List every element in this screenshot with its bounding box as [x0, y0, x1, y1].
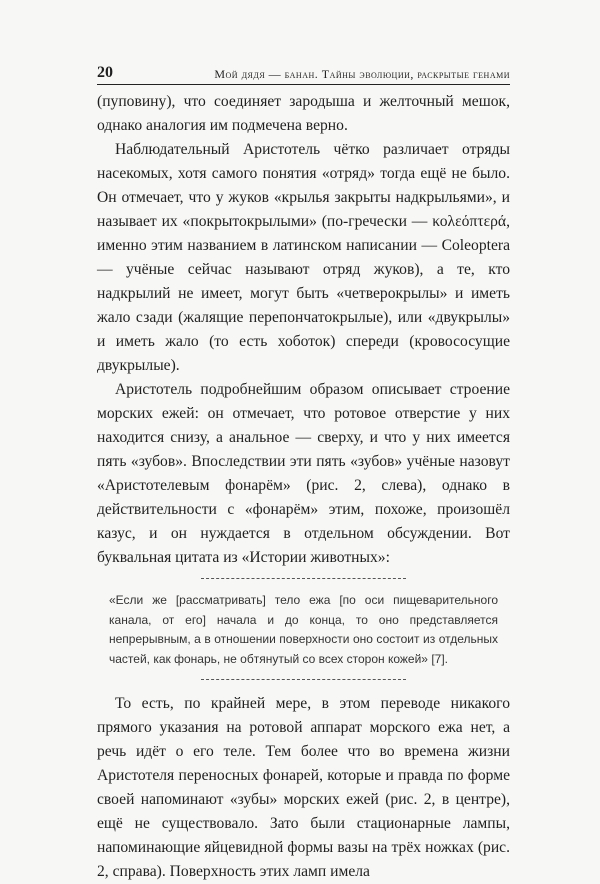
paragraph-1: (пуповину), что соединяет зародыша и желточный мешок, однако аналогия им подмечена верно.	[97, 93, 510, 134]
header-rule	[97, 84, 510, 85]
quotation-block	[97, 578, 510, 680]
running-title: Мой дядя — банан. Тайны эволюции, раскрытые генами	[214, 67, 510, 81]
paragraph-3: Аристотель подробнейшим образом описывает строение морских ежей: он отмечает, что ротовое отверстие у них находится снизу, а анальное — сверху, и что у них имеется пять «зубов». Впоследствии эти пять «зубов» учёные назовут «Аристотелевым фонарём» (рис. 2, слева), однако в действительности с «фонарём» этим, похоже, произошёл казус, и он нуждается в отдельном обсуждении. Вот буквальная цитата из «Истории животных»:	[97, 381, 510, 566]
page-number: 20	[97, 64, 113, 81]
quote-top-divider	[201, 578, 406, 579]
page-body	[97, 90, 510, 884]
page-header	[97, 60, 510, 82]
paragraph-4: То есть, по крайней мере, в этом переводе никакого прямого указания на ротовой аппарат морского ежа нет, а речь идёт о его теле. Тем более что во времена жизни Аристотеля переносных фонарей, которые и правда по форме своей напоминают «зубы» морских ежей (рис. 2, в центре), ещё не существовало. Зато были стационарные лампы, напоминающие яйцевидной формы вазы на трёх ножках (рис. 2, справа). Поверхность этих ламп имела	[97, 695, 510, 880]
quotation-text: «Если же [рассматривать] тело ежа [по оси пищеварительного канала, от его] начала и до конца, то оно представляется непрерывным, а в отношении поверхности оно состоит из отдельных частей, как фонарь, не обтянутый со всех сторон кожей» [7].	[109, 593, 498, 666]
quote-bottom-divider	[201, 679, 406, 680]
paragraph-2: Наблюдательный Аристотель чётко различает отряды насекомых, хотя самого понятия «отряд» тогда ещё не было. Он отмечает, что у жуков «крылья закрыты надкрыльями», и называет их «покрытокрылыми» (по-гречески — κολεόπτερά, именно этим названием в латинском написании — Coleoptera — учёные сейчас называют отряд жуков), а те, кто надкрылий не имеет, могут быть «четверокрылы» и иметь жало сзади (жалящие перепончатокрылые), или «двукрылы» и иметь жало (то есть хоботок) спереди (кровососущие двукрылые).	[97, 141, 510, 374]
